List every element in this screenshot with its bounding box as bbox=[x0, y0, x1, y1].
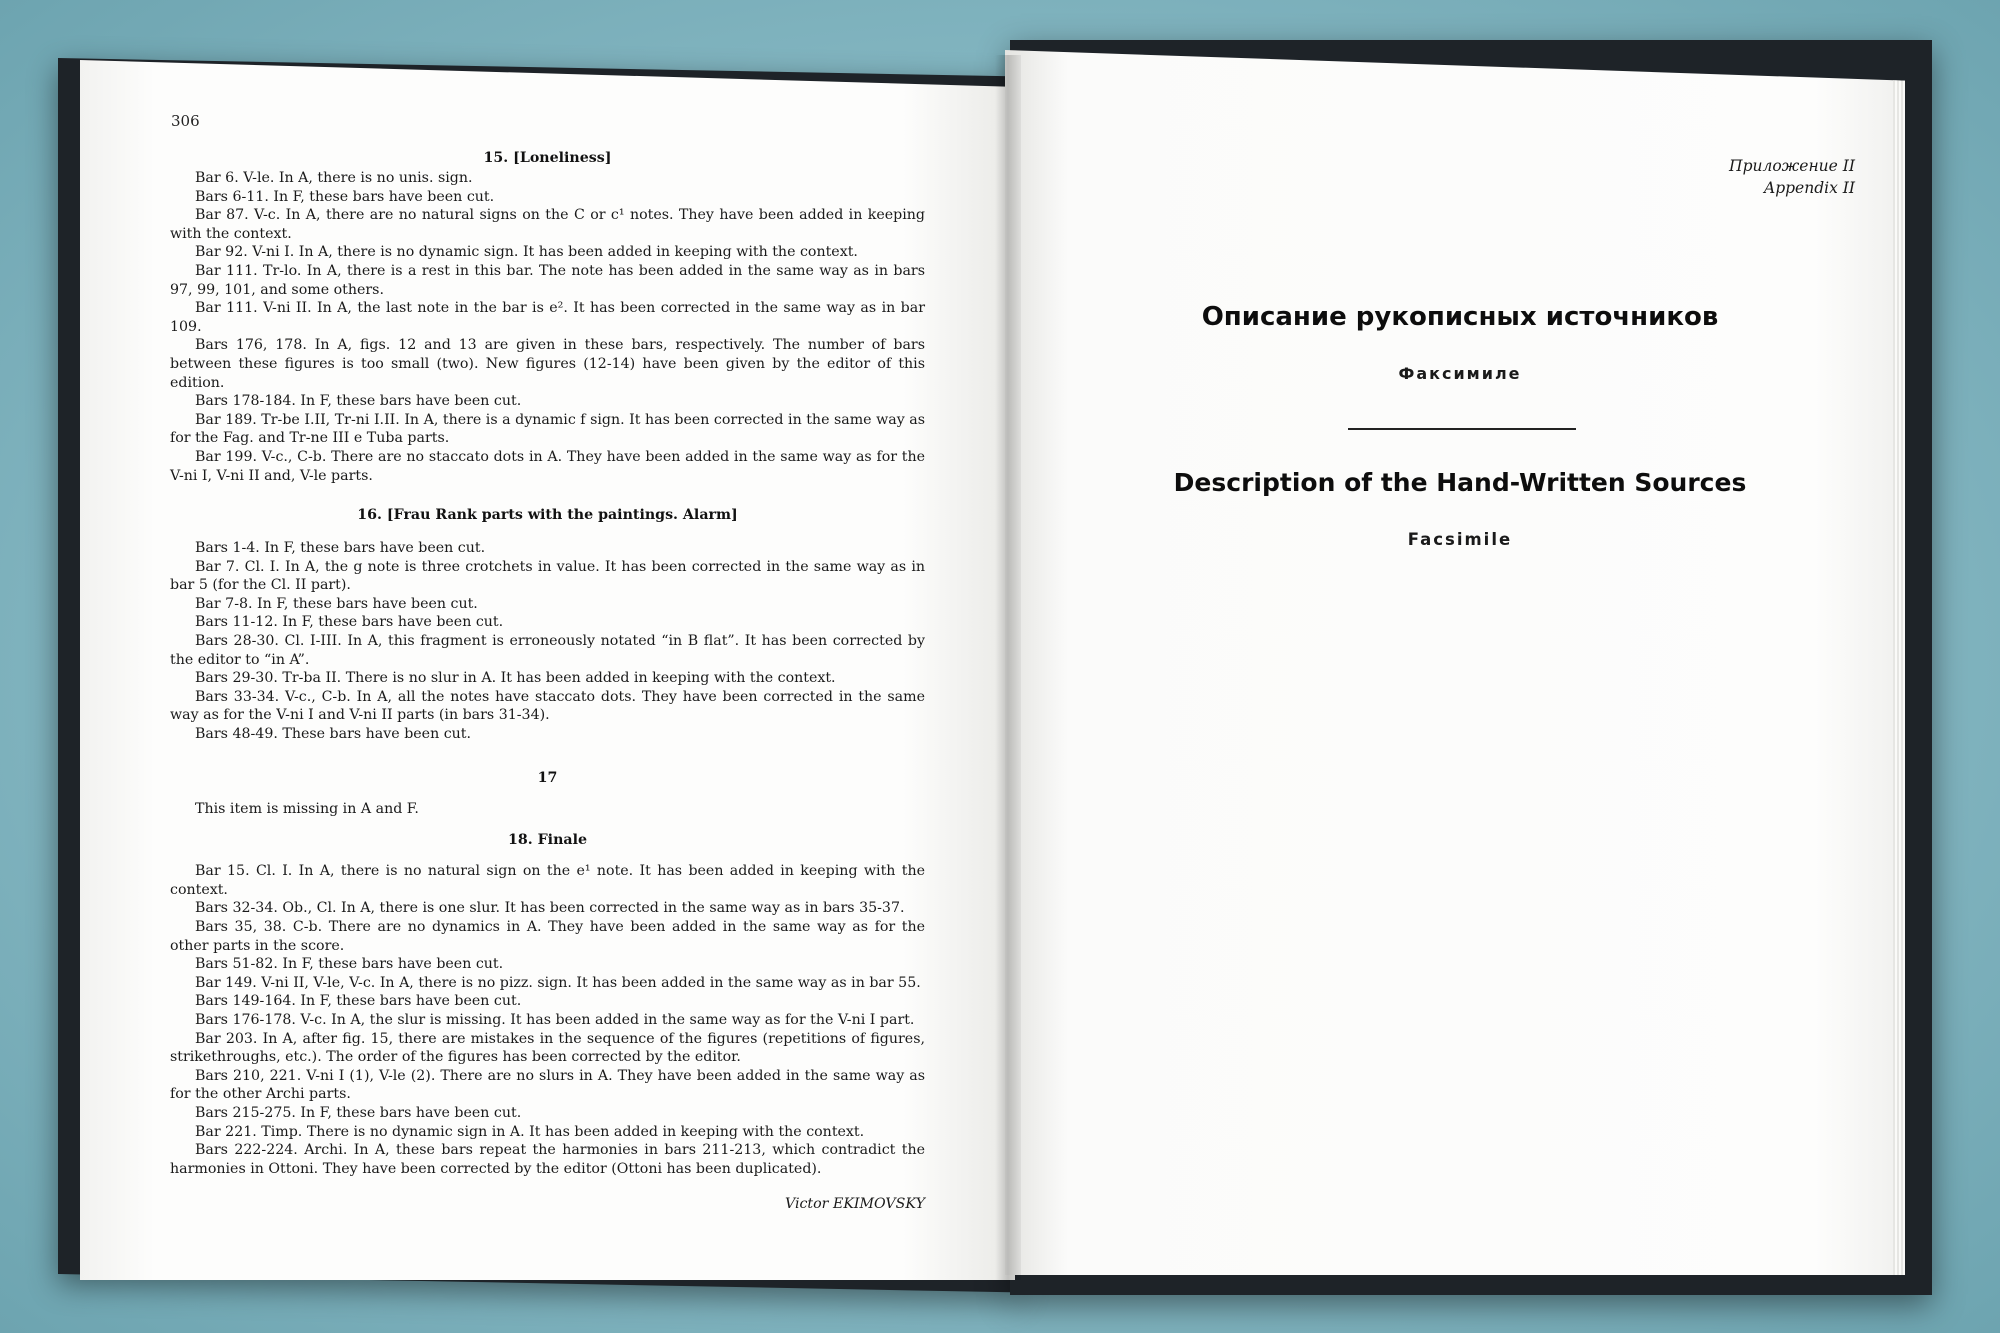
note-line: Bars 6-11. In F, these bars have been cut. bbox=[195, 188, 495, 205]
note-line: Bar 92. V-ni I. In A, there is no dynamic sign. It has been added in keeping with the context. bbox=[195, 244, 858, 261]
section-15 bbox=[170, 150, 925, 485]
note-line: Bar 203. In A, after fig. 15, there are mistakes in the sequence of the figures (repetitions of figures, strikethroughs, etc.). The order of the figures has been corrected by the editor. bbox=[170, 1030, 925, 1066]
page-edges bbox=[1893, 80, 1905, 1275]
note-line: Bar 6. V-le. In A, there is no unis. sign. bbox=[195, 170, 473, 186]
section-16 bbox=[170, 507, 925, 744]
section-18 bbox=[170, 832, 925, 1178]
note-line: Bars 29-30. Tr-ba II. There is no slur in A. It has been added in keeping with the context. bbox=[195, 670, 836, 687]
appendix-label bbox=[1729, 155, 1855, 199]
note-line: Bars 178-184. In F, these bars have been cut. bbox=[195, 393, 522, 410]
note-line: Bars 215-275. In F, these bars have been cut. bbox=[195, 1104, 522, 1121]
divider-rule bbox=[1348, 428, 1576, 430]
note-line: Bar 199. V-c., C-b. There are no staccato dots in A. They have been added in the same way as for the V-ni I, V-ni II and, V-le parts. bbox=[170, 448, 925, 484]
left-page-text bbox=[170, 150, 925, 1227]
appendix-label-en: Appendix II bbox=[1764, 179, 1855, 197]
section-title: 16. [Frau Rank parts with the paintings. Alarm] bbox=[357, 507, 738, 524]
title-en: Description of the Hand-Written Sources bbox=[1173, 468, 1747, 497]
note-line: Bars 1-4. In F, these bars have been cut. bbox=[195, 540, 486, 557]
note-line: Bars 35, 38. C-b. There are no dynamics in A. They have been added in the same way as for the other parts in the score. bbox=[170, 919, 925, 954]
note-line: Bar 111. Tr-lo. In A, there is a rest in this bar. The note has been added in the same way as in bars 97, 99, 101, and some others. bbox=[170, 262, 925, 298]
title-ru: Описание рукописных источников bbox=[1201, 302, 1719, 332]
note-line: Bar 189. Tr-be I.II, Tr-ni I.II. In A, there is a dynamic f sign. It has been corrected in the same way as for the Fag. and Tr-ne III e Tuba parts. bbox=[170, 411, 925, 447]
note-line: Bars 176, 178. In A, figs. 12 and 13 are given in these bars, respectively. The number of bars between these figures is too small (two). New figures (12-14) have been given by the editor of this edition. bbox=[170, 337, 925, 391]
note-line: Bar 111. V-ni II. In A, the last note in the bar is e². It has been corrected in the same way as in bar 109. bbox=[170, 300, 925, 335]
author-signature: Victor EKIMOVSKY bbox=[784, 1196, 925, 1213]
right-page bbox=[1005, 50, 1905, 1275]
note-line: Bars 51-82. In F, these bars have been cut. bbox=[195, 956, 504, 973]
section-17 bbox=[170, 770, 925, 819]
note-line: Bar 7-8. In F, these bars have been cut. bbox=[195, 595, 478, 612]
note-line: This item is missing in A and F. bbox=[195, 800, 419, 817]
note-line: Bar 87. V-c. In A, there are no natural signs on the C or c¹ notes. They have been added in keeping with the context. bbox=[170, 207, 925, 242]
note-line: Bars 176-178. V-c. In A, the slur is missing. It has been added in the same way as for the V-ni I part. bbox=[195, 1011, 915, 1028]
note-line: Bars 210, 221. V-ni I (1), V-le (2). There are no slurs in A. They have been added in the same way as for the other Archi parts. bbox=[170, 1067, 925, 1103]
note-line: Bars 28-30. Cl. I-III. In A, this fragment is erroneously notated “in B flat”. It has been corrected by the editor to “in A”. bbox=[170, 633, 925, 668]
note-line: Bars 33-34. V-c., C-b. In A, all the notes have staccato dots. They have been corrected in the same way as for the V-ni I and V-ni II parts (in bars 31-34). bbox=[170, 688, 925, 724]
note-line: Bar 15. Cl. I. In A, there is no natural sign on the e¹ note. It has been added in keeping with the context. bbox=[170, 863, 925, 898]
note-line: Bar 221. Timp. There is no dynamic sign in A. It has been added in keeping with the context. bbox=[195, 1123, 865, 1140]
page-number: 306 bbox=[171, 112, 200, 130]
note-line: Bars 32-34. Ob., Cl. In A, there is one slur. It has been corrected in the same way as in bars 35-37. bbox=[195, 900, 905, 917]
note-line: Bar 7. Cl. I. In A, the g note is three crotchets in value. It has been corrected in the same way as in bar 5 (for the Cl. II part). bbox=[170, 558, 925, 594]
section-title: 15. [Loneliness] bbox=[483, 150, 612, 166]
section-title: 17 bbox=[537, 769, 558, 786]
note-line: Bars 222-224. Archi. In A, these bars repeat the harmonies in bars 211-213, which contradict the harmonies in Ottoni. They have been corrected by the editor (Ottoni has been duplicated). bbox=[170, 1142, 925, 1177]
appendix-label-ru: Приложение II bbox=[1729, 157, 1855, 175]
subtitle-ru: Факсимиле bbox=[1398, 364, 1522, 383]
subtitle-en: Facsimile bbox=[1407, 530, 1513, 549]
note-line: Bars 11-12. In F, these bars have been cut. bbox=[195, 614, 504, 631]
note-line: Bars 149-164. In F, these bars have been cut. bbox=[195, 993, 522, 1010]
note-line: Bar 149. V-ni II, V-le, V-c. In A, there is no pizz. sign. It has been added in the same way as in bar 55. bbox=[195, 974, 921, 991]
section-title: 18. Finale bbox=[507, 832, 587, 849]
note-line: Bars 48-49. These bars have been cut. bbox=[195, 726, 472, 743]
